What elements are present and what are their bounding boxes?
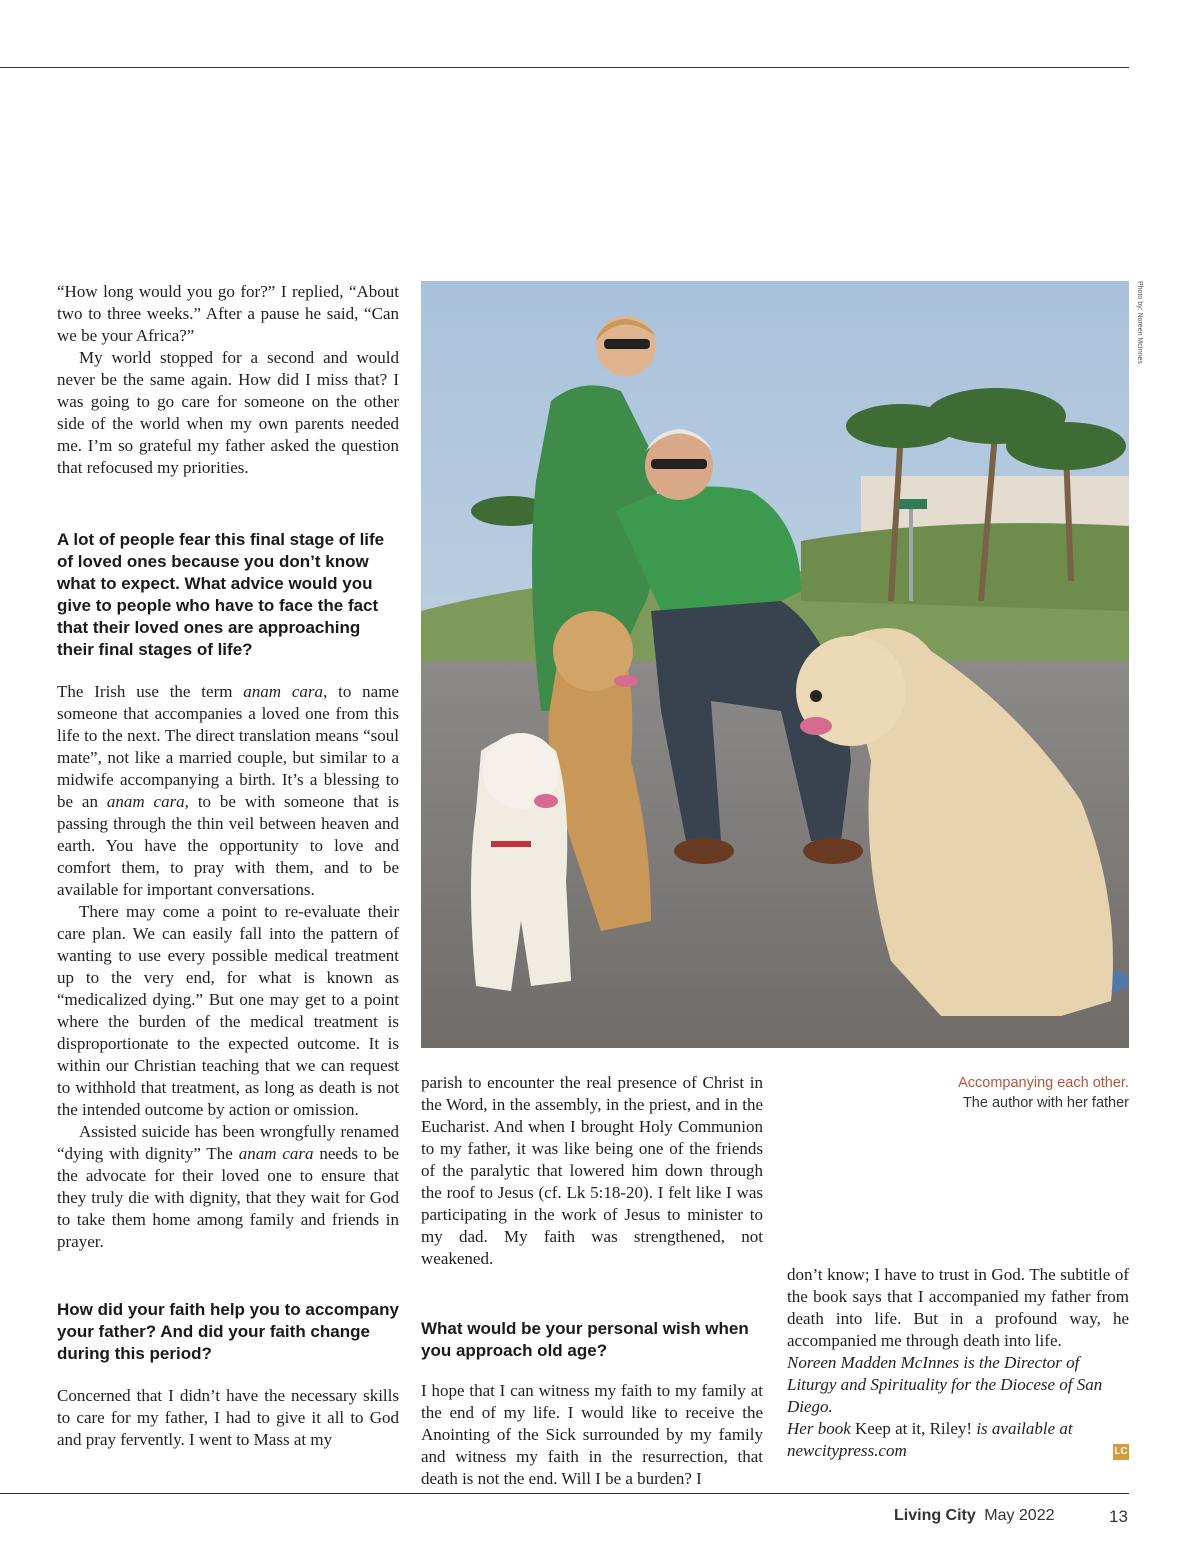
bottom-rule (0, 1493, 1129, 1494)
publication-name: Living City (894, 1507, 976, 1524)
paragraph: I hope that I can witness my faith to my family at the end of my life. I would like to receive the Anointing of the Sick surrounded by my family and witness my faith in the resurrection, that death is not the end. Will I be a burden? I (421, 1381, 763, 1488)
interview-question: A lot of people fear this final stage of life of loved ones because you don’t know what to expect. What advice would you give to people who have to face the fact that their loved ones are approaching their final stages of life? (57, 530, 385, 659)
author-bio: Noreen Madden McInnes is the Director of Liturgy and Spirituality for the Diocese of San Diego. (787, 1353, 1103, 1416)
column-2 (421, 1072, 763, 1490)
issue-date: May 2022 (984, 1507, 1055, 1524)
end-mark-icon: LC (1113, 1444, 1129, 1460)
page-number: 13 (1109, 1507, 1128, 1526)
paragraph: parish to encounter the real presence of Christ in the Word, in the assembly, in the priest, and in the Eucharist. And when I brought Holy Communion to my father, it was like being one of the friends of the paralytic that lowered him down through the roof to Jesus (cf. Lk 5:18-20). I felt like I was participating in the work of Jesus to minister to my dad. My faith was strengthened, not weakened. (421, 1073, 763, 1268)
interview-question: How did your faith help you to accompany your father? And did your faith change during this period? (57, 1300, 399, 1363)
paragraph: My world stopped for a second and would never be the same again. How did I miss that? I was going to go care for someone on the other side of the world when my own parents needed me. I’m so grateful my father asked the question that refocused my priorities. (57, 348, 399, 477)
paragraph: There may come a point to re-evaluate their care plan. We can easily fall into the pattern of wanting to use every possible medical treatment up to the very end, for what is known as “medicalized dying.” But one may get to a point where the burden of the medical treatment is disproportionate to the expected outcome. It is within our Christian teaching that we can request to withhold that treatment, as long as death is not the intended outcome by action or omission. (57, 902, 399, 1119)
paragraph: “How long would you go for?” I replied, “About two to three weeks.” After a pause he said, “Can we be your Africa?” (57, 282, 399, 345)
column-1 (57, 281, 399, 1451)
caption-text: The author with her father (962, 1095, 1129, 1111)
paragraph: Concerned that I didn’t have the necessary skills to care for my father, I had to give it all to God and pray fervently. I went to Mass at my (57, 1386, 399, 1449)
caption-title: Accompanying each other. (958, 1075, 1129, 1091)
photo-caption (958, 1073, 1129, 1113)
photo-credit: Photo by: Noreen McInnes (1136, 281, 1143, 364)
top-rule (0, 67, 1129, 68)
photo-author-with-father (421, 281, 1129, 1048)
book-note: Her book Keep at it, Riley! is available at newcitypress.com LC (787, 1419, 1128, 1460)
footer (894, 1507, 1055, 1525)
paragraph: The Irish use the term anam cara, to name someone that accompanies a loved one from this life to the next. The direct translation means “soul mate”, not like a married couple, but similar to a midwife accompanying a birth. It’s a blessing to be an anam cara, to be with someone that is passing through the thin veil between heaven and earth. You have the opportunity to love and comfort them, to pray with them, and to be available for important conversations. (57, 682, 399, 899)
interview-question: What would be your personal wish when you approach old age? (421, 1319, 749, 1360)
paragraph: don’t know; I have to trust in God. The subtitle of the book says that I accompanied my father from death into life. But in a profound way, he accompanied me through death into life. (787, 1265, 1129, 1350)
column-3 (787, 1264, 1129, 1462)
photo-illustration (421, 281, 1129, 1048)
paragraph: Assisted suicide has been wrongfully renamed “dying with dignity” The anam cara needs to be the advocate for their loved one to ensure that they truly die with dignity, that they wait for God to take them home among family and friends in prayer. (57, 1122, 399, 1251)
